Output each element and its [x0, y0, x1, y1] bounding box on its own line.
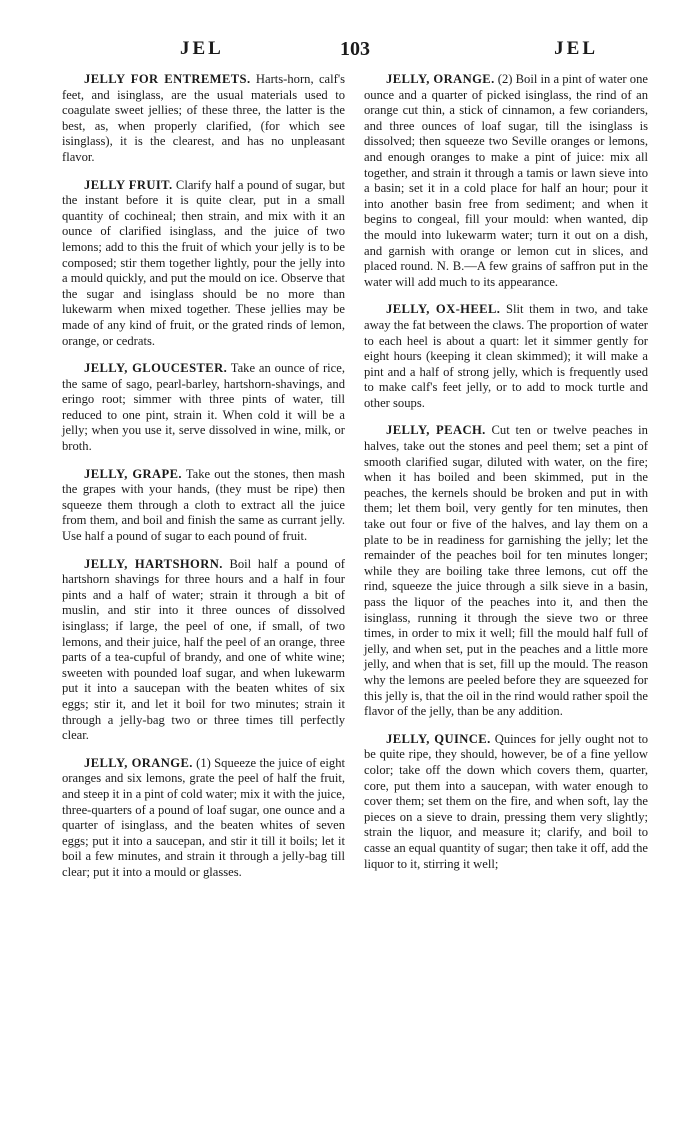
entry-body: Cut ten or twelve peaches in halves, take out the stones and peel them; set a pint of smooth clarified sugar, diluted with water, on the fire; when it has boiled and been skimmed, put in the peaches, the kernels should be broken and put in with them; let them boil, very gently for ten minutes, then take out four or five of the halves, and lay them on a plate to be in readiness for garnishing the jelly; let the remainder of the peaches boil for ten minutes longer; while they are boiling take three lemons, cut off the rind, squeeze the juice through a silk sieve in a basin, pass the liquor of the peaches into it, and then the isinglass, running it through the sieve two or three times, in order to mix it well; fill the mould half full of jelly, and when set, put in the peaches and a little more jelly, and when that is set, fill up the mould. The reason why the lemons are peeled before they are squeezed for this jelly is, that the oil in the rind would rather spoil the flavor of the jelly, than be any addition.	[364, 423, 648, 719]
entry-title: JELLY, GRAPE.	[84, 466, 182, 481]
entry-body: Clarify half a pound of sugar, but the instant before it is quite clear, put in a small quantity of cochineal; then strain, and mix with it an ounce of clarified isinglass, and the juice of two lemons; add to this the fruit of which your jelly is to be composed; stir them together lightly, pour the jelly into a mould quickly, and put the mould on ice. Observe that the sugar and isinglass should be no more than lukewarm when mixed together. These jellies may be made of any kind of fruit, or the grated rinds of lemon, orange, or cedrats.	[62, 177, 345, 348]
right-column	[364, 72, 648, 884]
entry-body: Harts-horn, calf's feet, and isinglass, are the usual materials used to coagulate sweet jellies; of these three, the latter is the best, as, when properly clarified, (for which see isinglass), it is the clearest, and has no unpleasant flavor.	[62, 72, 346, 164]
running-header	[60, 38, 650, 68]
entry-body: (2) Boil in a pint of water one ounce and a quarter of picked isinglass, the rind of an orange cut thin, a stick of cinnamon, a few corianders, and three ounces of loaf sugar, till the isinglass is dissolved; then squeeze two Seville oranges or lemons, and enough oranges to make a pint of juice: mix all together, and strain it through a tamis or lawn sieve into a basin; set it in a cold place for half an hour; pour it into another basin free from sediment; and when it begins to congeal, fill your mould: when wanted, dip the mould into lukewarm water; turn it out on a dish, and garnish with orange or lemon cut in slices, and placed round. N. B.—A few grains of saffron put in the water will add much to its appearance.	[364, 72, 648, 289]
header-left-word: JEL	[180, 38, 224, 59]
entry-title: JELLY FRUIT.	[84, 177, 173, 192]
entry-jelly-grape	[62, 467, 345, 545]
entry-title: JELLY FOR ENTREMETS.	[84, 72, 251, 86]
entry-jelly-orange-1	[62, 756, 345, 881]
entry-body: Take an ounce of rice, the same of sago, pearl-barley, hartshorn-shavings, and eringo root; simmer with three pints of water, till reduced to one pint, strain it. When cold it will be a jelly; when you use it, serve dissolved in wine, milk, or broth.	[62, 361, 345, 454]
entry-body: Take out the stones, then mash the grapes with your hands, (they must be ripe) then squeeze them through a cloth to extract all the juice from them, and boil and finish the same as currant jelly. Use half a pound of sugar to each pound of fruit.	[62, 466, 345, 544]
entry-jelly-peach	[364, 423, 648, 719]
entry-jelly-ox-heel	[364, 302, 648, 411]
entry-title: JELLY, GLOUCESTER.	[84, 361, 228, 376]
left-column	[62, 72, 345, 893]
entry-jelly-for-entremets	[62, 72, 345, 166]
entry-body: Slit them in two, and take away the fat between the claws. The proportion of water to each heel is about a quart: let it simmer gently for eight hours (keeping it clean skimmed); it will make a pint and a half of strong jelly, which is frequently used to make calf's feet jelly, or to add to mock turtle and other soups.	[364, 302, 648, 410]
entry-title: JELLY, PEACH.	[386, 423, 486, 438]
entry-body: (1) Squeeze the juice of eight oranges and six lemons, grate the peel of half the fruit, and steep it in a pint of cold water; mix it with the juice, three-quarters of a pound of loaf sugar, one ounce and a quarter of isinglass, and the beaten whites of seven eggs; put it into a saucepan, and stir it till it boils; let it boil a few minutes, and strain it through a jelly-bag till clear; put it into a mould or glasses.	[62, 755, 345, 879]
page-number: 103	[340, 38, 370, 60]
entry-title: JELLY, ORANGE.	[84, 755, 193, 770]
entry-jelly-fruit	[62, 178, 345, 350]
entry-jelly-gloucester	[62, 361, 345, 455]
entry-jelly-orange-2	[364, 72, 648, 290]
entry-body: Quinces for jelly ought not to be quite ripe, they should, however, be of a fine yellow color; take off the down which covers them, quarter, core, put them into a saucepan, with water enough to cover them; set them on the fire, and when soft, lay the pieces on a sieve to drain, pressing them very slightly; strain the liquor, and measure it; clarify, and boil to casse an equal quantity of sugar; then take it off, add the liquor to it, stirring it well;	[364, 731, 648, 871]
entry-jelly-quince	[364, 732, 648, 872]
entry-title: JELLY, HARTSHORN.	[84, 556, 223, 571]
entry-title: JELLY, ORANGE.	[386, 72, 495, 86]
entry-title: JELLY, QUINCE.	[386, 731, 491, 746]
entry-jelly-hartshorn	[62, 557, 345, 744]
header-right-word: JEL	[554, 38, 598, 59]
entry-title: JELLY, OX-HEEL.	[386, 302, 501, 317]
entry-body: Boil half a pound of hartshorn shavings for three hours and a half in four pints and a half of water; strain it through a bit of muslin, and stir into it three ounces of dissolved isinglass; if large, the peel of one, if small, of two lemons, and their juice, half the peel of an orange, three parts of a tea-cupful of brandy, and one of white wine; sweeten with pounded loaf sugar, and when lukewarm put it into a saucepan with the beaten whites of six eggs; stir it, and let it boil for two minutes; strain it through a jelly-bag two or three times till perfectly clear.	[62, 556, 345, 743]
